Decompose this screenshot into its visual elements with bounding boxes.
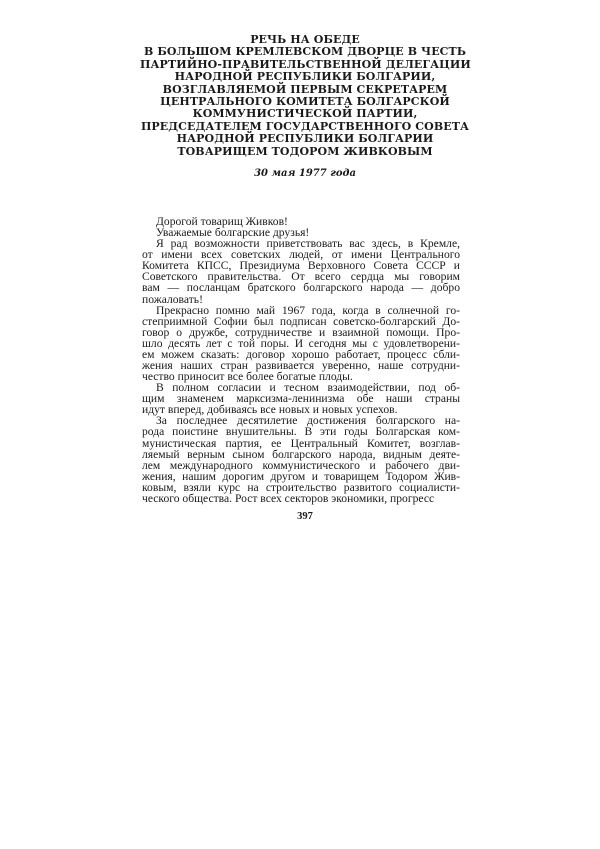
paragraph: [142, 238, 460, 304]
title-line: ПАРТИЙНО-ПРАВИТЕЛЬСТВЕННОЙ ДЕЛЕГАЦИИ: [140, 57, 471, 71]
text-line: ковым, взяли курс на строительство развитого социалисти-: [142, 480, 460, 494]
text-line: идут вперед, добиваясь все новых и новых успехов.: [142, 403, 398, 417]
text-line: степриимной Софии был подписан советско-болгарский До-: [142, 314, 460, 328]
page-number: 397: [297, 511, 313, 522]
paragraph: [142, 415, 460, 504]
text-line: лем международного коммунистического и рабочего дви-: [142, 458, 460, 472]
text-line: рода поистине внушительны. В эти годы Болгарская ком-: [142, 425, 460, 439]
text-line: Я рад возможности приветствовать вас здесь, в Кремле,: [156, 237, 460, 251]
title-line: КОММУНИСТИЧЕСКОЙ ПАРТИИ,: [192, 107, 418, 121]
paragraph: [142, 305, 460, 383]
title-line: НАРОДНОЙ РЕСПУБЛИКИ БОЛГАРИИ: [176, 132, 434, 146]
text-line: щим знаменем марксизма-ленинизма обе наши страны: [142, 392, 460, 406]
text-line: от имени всех советских людей, от имени Центрального: [142, 248, 460, 262]
text-line: мунистическая партия, ее Центральный Комитет, возглав-: [142, 436, 460, 450]
text-line: жения, нашим дорогим другом и товарищем Тодором Жив-: [142, 469, 460, 483]
title-line: ЦЕНТРАЛЬНОГО КОМИТЕТА БОЛГАРСКОЙ: [160, 95, 450, 109]
text-line: вам — посланцам братского болгарского народа — добро: [142, 281, 460, 295]
text-line: За последнее десятилетие достижения болгарского на-: [156, 414, 460, 428]
text-line: Комитета КПСС, Президиума Верховного Совета СССР и: [142, 259, 460, 273]
text-line: чество приносит все более богатые плоды.: [142, 370, 353, 384]
text-line: Дорогой товарищ Живков!: [156, 215, 288, 228]
text-line: ляемый верным сыном болгарского народа, видным деяте-: [142, 447, 460, 461]
text-line: шло десять лет с той поры. И сегодня мы с удовлетворени-: [142, 336, 460, 350]
text-line: Прекрасно помню май 1967 года, когда в солнечной го-: [156, 303, 460, 317]
title-line: ПРЕДСЕДАТЕЛЕМ ГОСУДАРСТВЕННОГО СОВЕТА: [140, 119, 470, 133]
text-line: жения наших стран развивается уверенно, наше сотрудни-: [142, 359, 460, 373]
title-line: ТОВАРИЩЕМ ТОДОРОМ ЖИВКОВЫМ: [177, 144, 433, 158]
text-line: ческого общества. Рост всех секторов экономики, прогресс: [142, 491, 435, 505]
text-line: В полном согласии и тесном взаимодействии, под об-: [156, 381, 460, 395]
speech-title: [140, 34, 470, 158]
text-line: Советского правительства. От всего сердца мы говорим: [142, 270, 460, 284]
speech-body: [142, 216, 460, 504]
paragraph: [142, 382, 460, 415]
speech-date: 30 мая 1977 года: [254, 168, 356, 179]
title-line: НАРОДНОЙ РЕСПУБЛИКИ БОЛГАРИИ,: [174, 70, 436, 84]
title-line: РЕЧЬ НА ОБЕДЕ: [250, 33, 360, 46]
title-line: ВОЗГЛАВЛЯЕМОЙ ПЕРВЫМ СЕКРЕТАРЕМ: [162, 82, 448, 96]
text-line: ем можем сказать: договор хорошо работает, процесс сбли-: [142, 347, 460, 361]
text-line: Уважаемые болгарские друзья!: [156, 226, 310, 240]
title-line: В БОЛЬШОМ КРЕМЛЕВСКОМ ДВОРЦЕ В ЧЕСТЬ: [144, 45, 466, 59]
text-line: пожаловать!: [142, 292, 203, 306]
text-line: говор о дружбе, сотрудничестве и взаимной помощи. Про-: [142, 325, 460, 339]
